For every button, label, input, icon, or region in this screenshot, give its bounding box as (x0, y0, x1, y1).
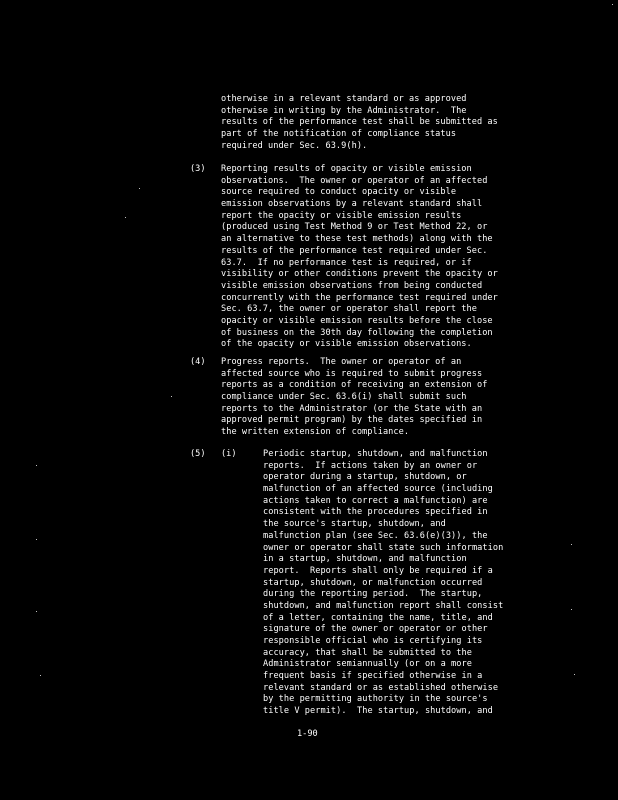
text-line: accuracy, that shall be submitted to the (263, 647, 472, 658)
text-line: frequent basis if specified otherwise in a (263, 671, 483, 682)
text-line: relevant standard or as established otherwise (263, 682, 499, 693)
scan-speck (139, 188, 140, 189)
text-line: emission observations by a relevant standard shall (221, 199, 483, 210)
item-5-number: (5) (190, 449, 206, 459)
text-line: results of the performance test shall be submitted as (221, 117, 498, 128)
text-line: of the opacity or visible emission observations. (221, 339, 472, 350)
item-5-paragraph (263, 449, 503, 718)
text-line: Administrator semiannually (or on a more (263, 659, 472, 670)
text-line: source required to conduct opacity or visible (221, 187, 457, 198)
text-line: report the opacity or visible emission results (221, 210, 462, 221)
text-line: otherwise in writing by the Administrator. The (221, 105, 467, 116)
text-line: by the permitting authority in the source's (263, 694, 488, 705)
text-line: reports as a condition of receiving an extension of (221, 380, 488, 391)
text-line: approved permit program) by the dates specified in (221, 415, 483, 426)
text-line: responsible official who is certifying its (263, 636, 483, 646)
text-line: 63.7. If no performance test is required, or if (221, 257, 472, 268)
text-line: operator during a startup, shutdown, or (263, 472, 467, 483)
scan-speck (125, 217, 126, 218)
text-line: actions taken to correct a malfunction) are (263, 495, 488, 506)
item-4-number: (4) (190, 357, 206, 367)
text-line: observations. The owner or operator of an affected (221, 175, 488, 186)
text-line: of a letter, containing the name, title, and (263, 612, 493, 623)
text-line: the written extension of compliance. (221, 427, 410, 438)
scan-speck (574, 674, 575, 675)
text-line: during the reporting period. The startup, (263, 589, 483, 600)
text-line: results of the performance test required under Sec. (221, 245, 488, 256)
text-line: required under Sec. 63.9(h). (221, 140, 368, 151)
text-line: startup, shutdown, or malfunction occurred (263, 577, 483, 588)
text-line: title V permit). The startup, shutdown, and (263, 706, 493, 717)
text-line: part of the notification of compliance status (221, 129, 457, 140)
text-line: in a startup, shutdown, and malfunction (263, 554, 467, 565)
text-line: consistent with the procedures specified in (263, 507, 488, 518)
item-5-subitem-number: (i) (221, 449, 237, 459)
scan-speck (40, 675, 41, 676)
text-line: malfunction plan (see Sec. 63.6(e)(3)), the (263, 530, 488, 541)
scan-speck (36, 611, 37, 612)
text-line: reports to the Administrator (or the State with an (221, 403, 483, 414)
text-line: reports. If actions taken by an owner or (263, 460, 478, 471)
text-line: the source's startup, shutdown, and (263, 519, 446, 530)
intro-paragraph (221, 94, 498, 152)
scan-speck (571, 544, 572, 545)
text-line: shutdown, and malfunction report shall consist (263, 600, 504, 611)
scan-speck (36, 465, 37, 466)
text-line: (produced using Test Method 9 or Test Method 22, or (221, 222, 488, 233)
text-line: concurrently with the performance test required under (221, 292, 498, 303)
item-4-paragraph (221, 357, 487, 439)
text-line: Progress reports. The owner or operator of an (221, 357, 462, 367)
text-line: visible emission observations from being conducted (221, 280, 483, 291)
scan-speck (171, 396, 172, 397)
text-line: visibility or other conditions prevent the opacity or (221, 269, 498, 280)
page-number: 1-90 (297, 729, 318, 739)
item-3-paragraph (221, 164, 498, 351)
scan-speck (36, 539, 37, 540)
text-line: malfunction of an affected source (including (263, 484, 493, 495)
text-line: Sec. 63.7, the owner or operator shall report the (221, 304, 477, 315)
text-line: Reporting results of opacity or visible emission (221, 164, 472, 174)
scan-speck (612, 4, 613, 5)
text-line: owner or operator shall state such information (263, 542, 504, 553)
scan-speck (571, 609, 572, 610)
item-3-number: (3) (190, 164, 206, 174)
text-line: compliance under Sec. 63.6(i) shall submit such (221, 392, 467, 403)
text-line: opacity or visible emission results before the close (221, 315, 493, 326)
text-line: signature of the owner or operator or other (263, 624, 488, 635)
text-line: report. Reports shall only be required if a (263, 565, 493, 576)
text-line: otherwise in a relevant standard or as approved (221, 94, 467, 104)
text-line: of business on the 30th day following the completion (221, 327, 493, 338)
text-line: affected source who is required to submit progress (221, 368, 483, 379)
text-line: Periodic startup, shutdown, and malfunction (263, 449, 488, 459)
text-line: an alternative to these test methods) along with the (221, 234, 493, 245)
